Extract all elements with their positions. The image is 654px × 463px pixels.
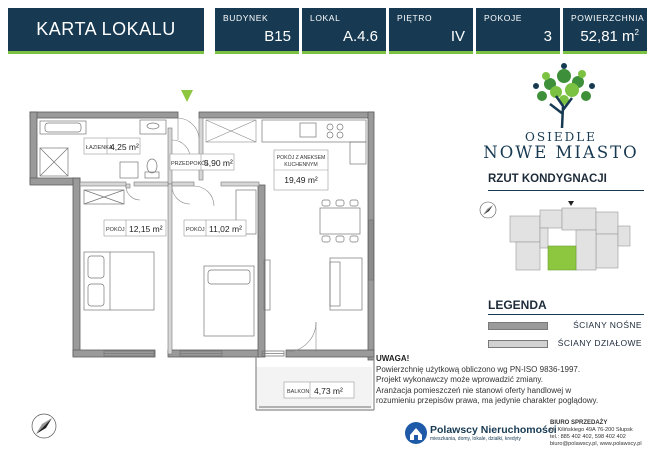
- partition-swatch: [488, 340, 548, 348]
- wardrobe: [206, 120, 256, 142]
- building-floor-map: [476, 196, 646, 284]
- tree-logo-icon: [520, 62, 610, 130]
- living-name: POKÓJ Z ANEKSEM: [276, 155, 326, 161]
- dining-table: [320, 200, 360, 242]
- legend-title-rule: [488, 314, 644, 315]
- legend-label-bearing: ŚCIANY NOŚNE: [573, 320, 642, 330]
- balcony-name: BALKON: [287, 389, 310, 395]
- page-title-text: KARTA LOKALU: [36, 19, 176, 39]
- agency-logo-icon: [404, 420, 428, 446]
- area-value: [580, 28, 639, 45]
- legend-item-bearing: [488, 320, 644, 332]
- legend-title: LEGENDA: [488, 298, 547, 312]
- office-line: biuro@polawscy.pl, www.polawscy.pl: [550, 441, 642, 447]
- sofa: [264, 258, 362, 310]
- bathroom-name: ŁAZIENKA: [86, 145, 113, 151]
- bathroom-area: 4,25 m²: [110, 142, 139, 152]
- logo-line-2: NOWE MIASTO: [483, 143, 639, 162]
- unit-label: LOKAL: [310, 13, 341, 23]
- office-heading: BIURO SPRZEDAŻY: [550, 420, 608, 426]
- building-cell: [215, 8, 299, 54]
- agency-tagline: mieszkania, domy, lokale, działki, kredyty: [430, 436, 522, 442]
- rooms-label: POKOJE: [484, 13, 523, 23]
- area-value-text: 52,81 m: [580, 28, 635, 45]
- agency-brand: Polawscy Nieruchomości: [430, 424, 557, 436]
- page-title: [8, 8, 204, 54]
- rooms-value: 3: [543, 28, 552, 45]
- living-name-2: KUCHENNYM: [284, 162, 318, 168]
- floor-value: IV: [450, 28, 465, 45]
- area-cell: [563, 8, 647, 54]
- legend-item-partition: [488, 338, 644, 350]
- room2-name: POKÓJ: [186, 227, 205, 233]
- logo-line-1: OSIEDLE: [525, 130, 597, 144]
- room1-area: 12,15 m²: [129, 224, 163, 234]
- note-line: Powierzchnię użytkową obliczono wg PN-ISO 9836-1997.: [376, 364, 581, 374]
- unit-value: A.4.6: [342, 28, 378, 45]
- building-label: BUDYNEK: [223, 13, 269, 23]
- note-line: Aranżacja pomieszczeń nie stanowi oferty handlowej w: [376, 385, 572, 395]
- building-value: B15: [264, 28, 291, 45]
- balcony-area: 4,73 m²: [314, 386, 343, 396]
- hall-area: 5,90 m²: [204, 158, 233, 168]
- entrance-arrow-icon: [181, 90, 193, 102]
- floor-plan-title-rule: [488, 190, 644, 191]
- rooms-cell: [476, 8, 560, 54]
- legend-label-partition: ŚCIANY DZIAŁOWE: [557, 338, 642, 348]
- windows: [104, 220, 373, 356]
- note-heading: UWAGA!: [376, 354, 410, 363]
- unit-highlight: [548, 246, 576, 270]
- bearing-swatch: [488, 322, 548, 330]
- room1-name: POKÓJ: [106, 227, 125, 233]
- floor-label: PIĘTRO: [397, 13, 433, 23]
- office-line: ul. Kilińskiego 49A 76-200 Słupsk: [550, 427, 633, 433]
- floor-cell: [389, 8, 473, 54]
- living-area: 19,49 m²: [284, 175, 318, 185]
- hall-name: PRZEDPOKÓJ: [171, 161, 209, 167]
- floor-plan-title: RZUT KONDYGNACJI: [488, 173, 607, 185]
- office-line: tel.: 885 402 402, 598 402 402: [550, 434, 626, 440]
- floor-plan: [0, 60, 380, 463]
- unit-cell: [302, 8, 386, 54]
- room-labels: [84, 138, 354, 398]
- area-label: POWIERZCHNIA: [571, 13, 645, 23]
- area-unit-sup: 2: [634, 28, 639, 37]
- sales-office: [550, 420, 642, 448]
- note-line: Projekt wykonawczy może wprowadzić zmiany.: [376, 375, 544, 384]
- map-compass-icon: [480, 202, 496, 218]
- room2-area: 11,02 m²: [209, 224, 242, 234]
- compass-icon: [32, 414, 56, 438]
- disclaimer-note: [376, 354, 652, 407]
- note-line: rozumieniu przepisów prawa, ma jedynie charakter poglądowy.: [376, 396, 599, 405]
